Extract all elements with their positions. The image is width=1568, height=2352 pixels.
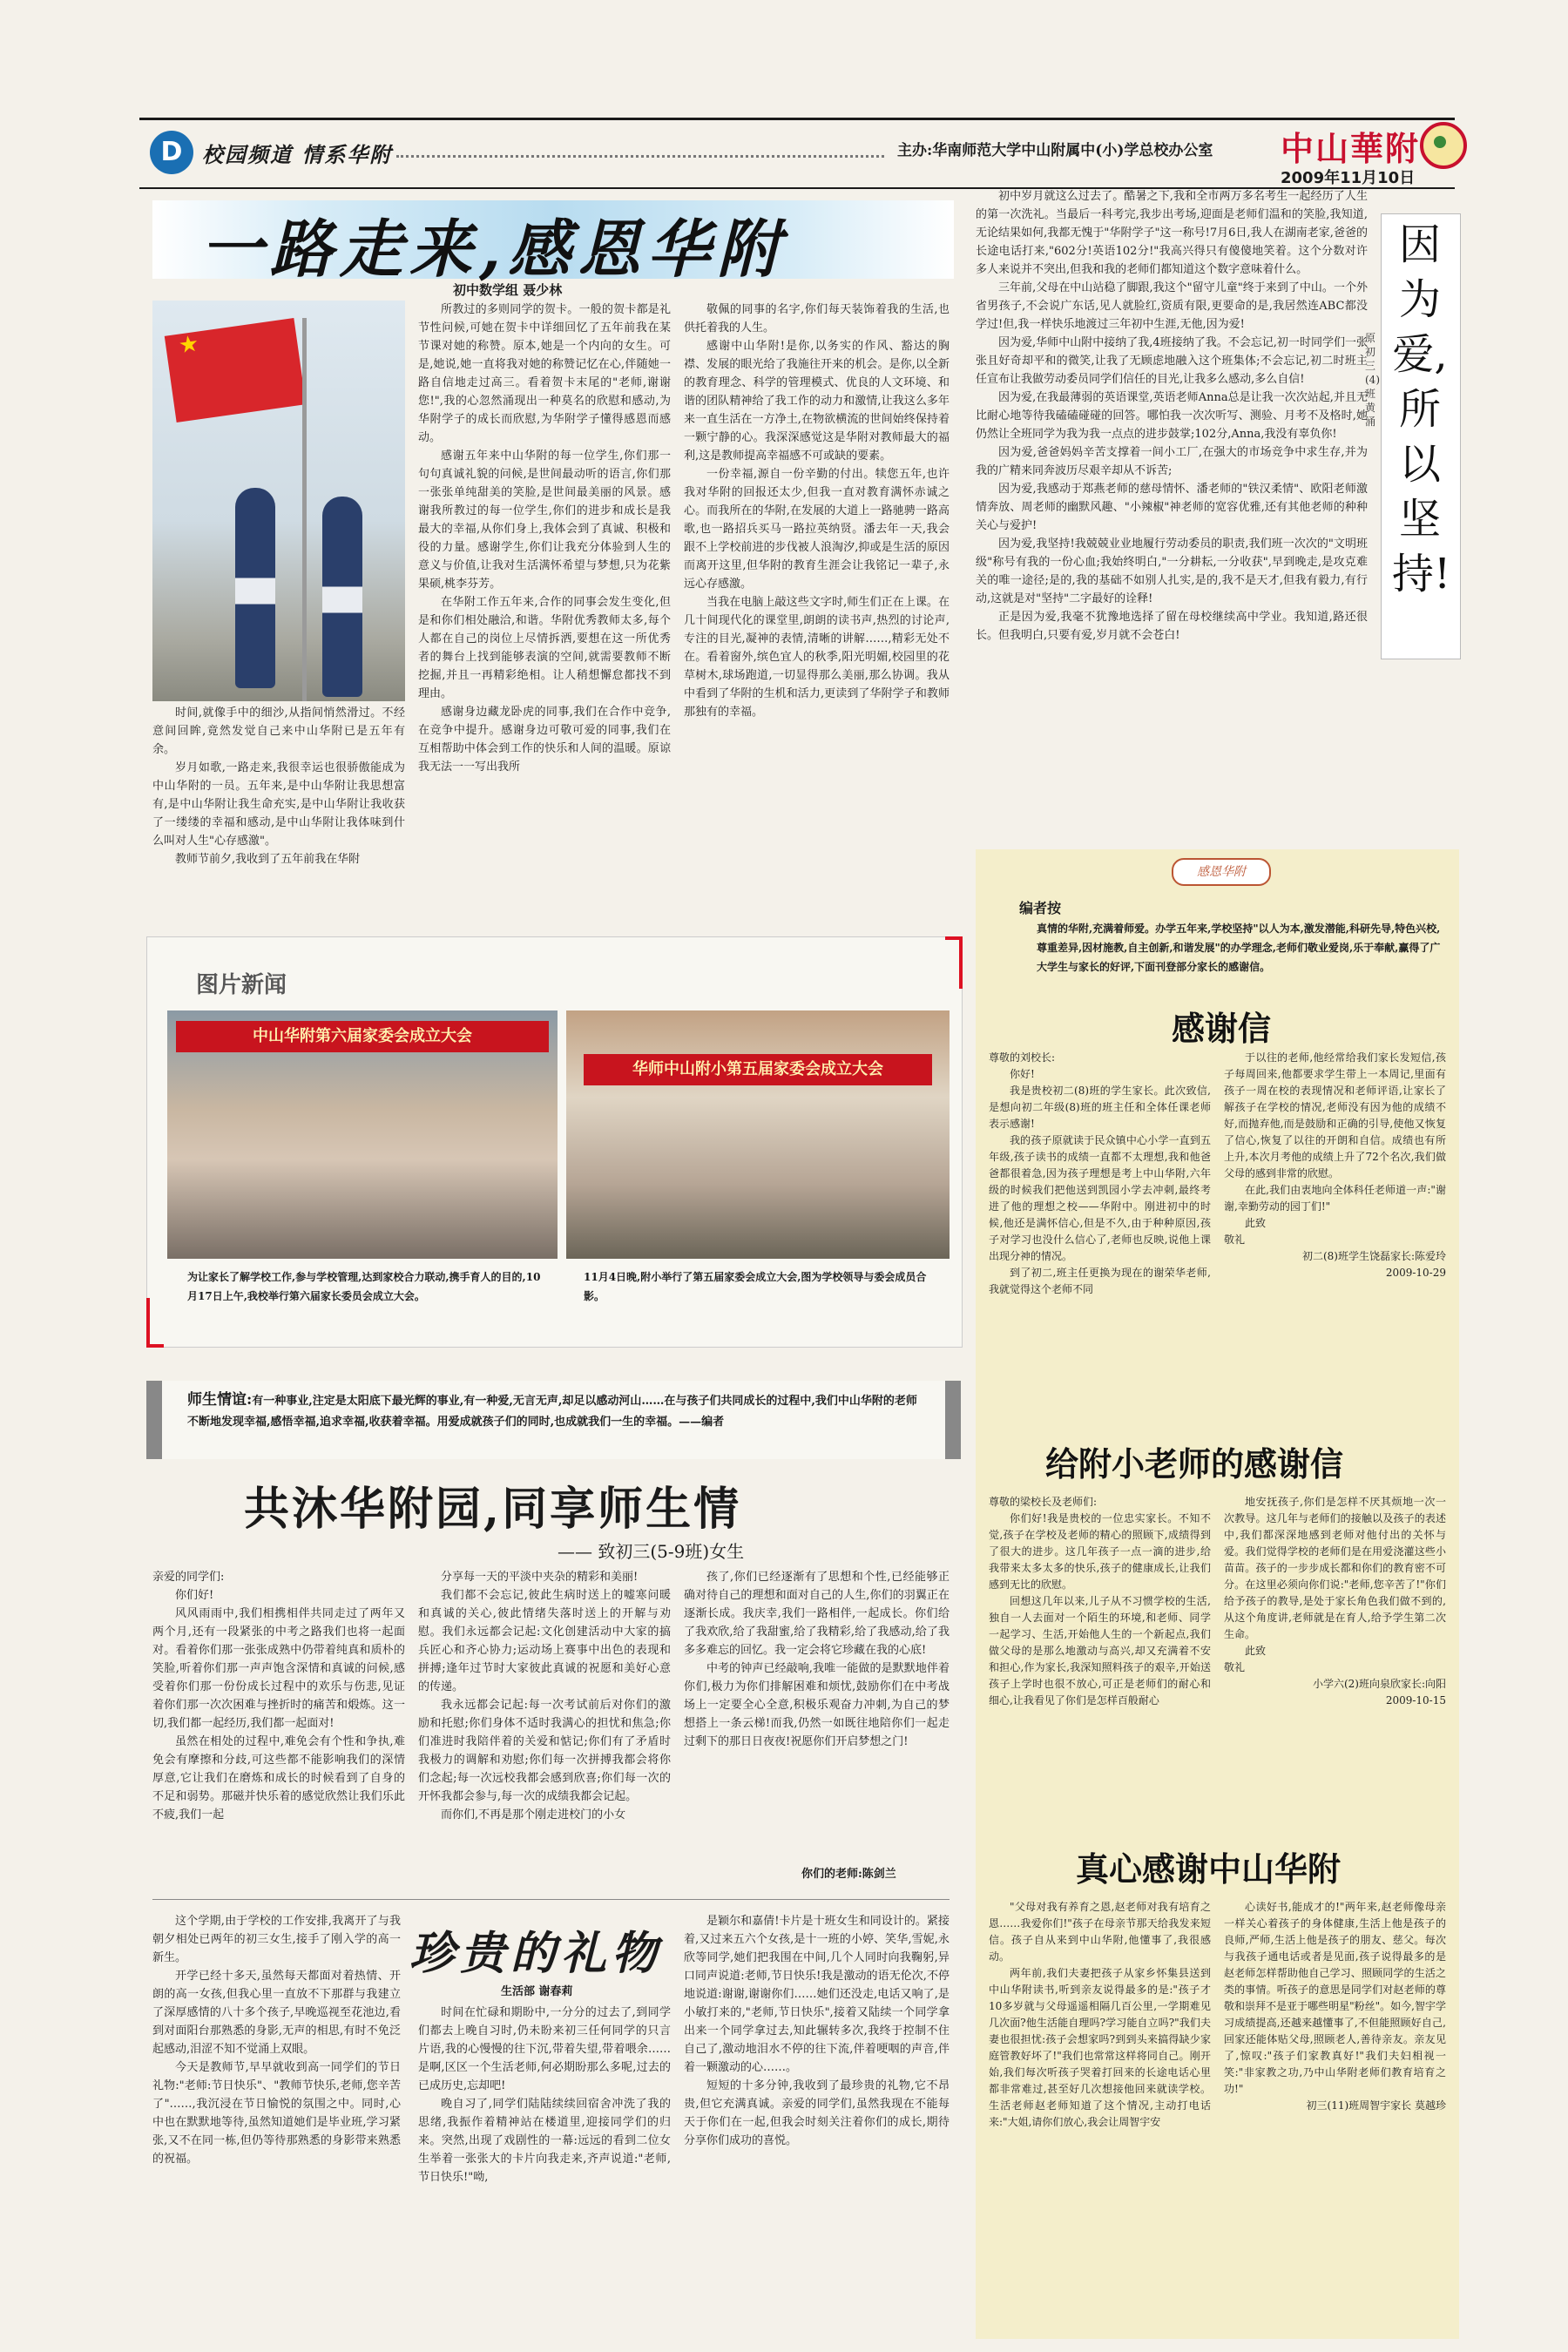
vertical-article-body: 初中岁月就这么过去了。酷暑之下,我和全市两万多名考生一起经历了人生的第一次洗礼。当最后一科考完,我步出考场,迎面是老师们温和的笑脸,我知道,无论结果如何,我都无愧于"华附学子"这一称号!7月6日,我人在湖南老家,爸爸的长途电话打来,"602分!英语102分!"我高兴得只有傻傻地笑着。这个分数对许多人来说并不突出,但我和我的老师们都知道这个数字意味着什么。 三年前,父母在中山站稳了脚跟,我这个"留守儿童"终于来到了中山。一个外省男孩子,不会说广东话,见人就脸红,资质有限,更要命的是,我居然连ABC都没学过!但,我一样快乐地渡过三年初中生涯,无他,因为爱! 因为爱,华师中山附中接纳了我,4班接纳了我。不会忘记,初一时同学们一张张且好奇却平和的微笑,让我了无顾虑地融入这个班集体;不会忘记,初二时班主任宣布让我做劳动委员同学们信任的目光,让我多么感动,多么自信! 因为爱,在我最薄弱的英语课堂,英语老师Anna总是让我一次次站起,并且无比耐心地等待我磕磕碰碰的回答。哪怕我一次次听写、测验、月考不及格时,她仍然让全班同学为我为我一点点的进步鼓掌;102分,Anna,我没有辜负你! 因为爱,爸爸妈妈辛苦支撑着一间小工厂,在强大的市场竞争中求生存,并为我的广精来同奔波历尽艰辛却从不诉苦; 因为爱,我感动于郑燕老师的慈母情怀、潘老师的"铁汉柔情"、欧阳老师激情奔放、周老师的幽默风趣、"小辣椒"神老师的宽容优雅,还有其他老师的种种关心与爱护! 因为爱,我坚持!我兢兢业业地履行劳动委员的职责,我们班一次次的"文明班级"称号有我的一份心血;我始终明白,"一分耕耘,一分收获",早到晚走,是攻克难关的唯一途径;是的,我的基础不如别人扎实,是的,我不是天才,但我有毅力,有行动,这就是对"坚持"二字最好的诠释! 正是因为爱,我毫不犹豫地选择了留在母校继续高中学业。我知道,路还很长。但我明白,只要有爱,岁月就不会苍白! [976, 190, 1368, 642]
article2-col-b: 分享每一天的平淡中夹杂的精彩和美丽! 我们都不会忘记,彼此生病时送上的嘘寒问暖和真诚的关心,彼此情绪失落时送上的开解与劝慰。我们永远都会记起:文化创建活动中大家的搞兵匠心和齐心协力;运动场上赛事中出色的表现和拼搏;逢年过节时大家彼此真诚的祝愿和美好心意的传递。 我永远都会记起:每一次考试前后对你们的激励和托慰;你们身体不适时我满心的担忧和焦急;你们准进时我陪伴着的关爱和惦记;你们有了矛盾时我极力的调解和劝慰;你们每一次拼搏我都会将你们念起;每一次远校我都会感到欣喜;你们每一次的开怀我都会参与,每一次的成绩我都会记起。 而你们,不再是那个刚走进校门的小女 [418, 1571, 671, 1821]
channel-title: 校园频道 情系华附 [202, 142, 393, 167]
vertical-author: 原初三(4)班 黄涌 [1365, 332, 1380, 428]
photo1-banner: 中山华附第六届家委会成立大会 [176, 1021, 549, 1052]
article1-col-a: 时间,就像手中的细沙,从指间悄然滑过。不经意间回眸,竟然发觉自己来中山华附已是五年有余。 岁月如歌,一路走来,我很幸运也很骄傲能成为中山华附的一员。五年来,是中山华附让我思想富有,是中山华附让我生命充实,是中山华附让我收获了一缕缕的幸福和感动,是中山华附让我体味到什么叫对人生"心存感激"。 教师节前夕,我收到了五年前我在华附 [152, 706, 405, 866]
sponsor-line [897, 138, 1213, 159]
sponsor-label: 主办: [897, 142, 933, 159]
image-news-title: 图片新闻 [196, 972, 287, 998]
article2-col-a: 亲爱的同学们: 你们好! 风风雨雨中,我们相携相伴共同走过了两年又两个月,还有一段紧张的中考之路我们也将一起面对。看着你们那一张张成熟中仍带着纯真和质朴的笑脸,听着你们那一声声饱含深情和真诚的问候,感受着你们那一份份成长过程中的欢乐与伤悲,见证着你们那一次次困难与挫折时的痛苦和煅炼。这一切,我们都一起经历,我们都一起面对! 虽然在相处的过程中,难免会有个性和争执,难免会有摩擦和分歧,可这些都不能影响我们的深情厚意,它让我们在磨炼和成长的时候看到了自身的不足和弱势。那磁并快乐着的感觉欣然让我们乐此不疲,我们一起 [152, 1571, 405, 1821]
letter3-col-a: "父母对我有养育之恩,赵老师对我有培育之恩……我爱你们!"孩子在母亲节那天给我发来短信。孩子自从来到中山华附,他懂事了,我很感动。 两年前,我们夫妻把孩子从家乡怀集县送到中山华附读书,听到亲友说得最多的是:"孩子才10多岁就与父母遥遥相隔几百公里,一学期难见几次面?他生活能自理吗?学习能自立吗?"我们夫妻也很担忧:孩子会想家吗?到到头来搞得缺少家庭管教好坏了!"我们也常常这样将同自己。刚开始,我们每次听孩子哭着打回来的长途电话心里都非常难过,甚至好几次想接他回来就读学校。生活老师赵老师知道了这个情况,主动打电话来:"大姐,请你们放心,我会让周智宇安 [989, 1901, 1211, 2128]
letter3-col-b: 心读好书,能成才的!"两年来,赵老师像母亲一样关心着孩子的身体健康,生活上他是孩子的良师,严师,生活上他是孩子的朋友、慈父。每次与我孩子通电话或者是见面,孩子说得最多的是赵老师怎样帮助他自己学习、照顾同学的生活之类的事情。听孩子的意思是同学们对赵老师的尊敬和崇拜不是亚于哪些明星"粉丝"。如今,智宇学习成绩提高,还越来越懂事了,不但能照顾好自己,回家还能体贴父母,照顾老人,善待亲友。亲友见了,惊叹:"孩子们家教真好!"我们夫妇相视一笑:"非家教之功,乃中山华附老师们教育培育之功!" 初三(11)班周智宇家长 莫越珍 [1224, 1901, 1446, 2112]
photo2-banner: 华师中山附小第五届家委会成立大会 [584, 1054, 932, 1085]
article2-col-c: 孩了,你们已经逐渐有了思想和个性,已经能够正确对待自己的理想和面对自己的人生,你们的羽翼正在逐渐长成。我庆幸,我们一路相伴,一起成长。你们给了我欢欣,给了我甜蜜,给了我精彩,给了我感动,给了我多多难忘的回忆。我一定会将它珍藏在我的心底! 中考的钟声已经敲响,我唯一能做的是默默地伴着你们,极力为你们排解困难和烦忧,鼓励你们在中考战场上一定要全心全意,积极乐观奋力冲刺,为自己的梦想搭上一条云梯!而我,仍然一如既往地陪你们一起走过剩下的那日日夜夜!祝愿你们开启梦想之门! [684, 1571, 950, 1748]
vertical-title: 因为爱,所以坚持! [1392, 220, 1451, 598]
quote-label: 师生情谊: [187, 1391, 253, 1409]
photo1-caption: 为让家长了解学校工作,参与学校管理,达到家校合力联动,携手育人的目的,10月17日上午,我校举行第六届家长委员会成立大会。 [187, 1271, 541, 1302]
student-figure [235, 488, 275, 688]
letter2-col-a: 尊敬的梁校长及老师们: 你们好!我是贵校的一位忠实家长。不知不觉,孩子在学校及老师的精心的照顾下,成绩得到了很大的进步。这几年孩子一点一滴的进步,给我带来太多太多的快乐,孩子的健康成长,让我们感到无比的欣慰。 回想这几年以来,儿子从不习惯学校的生活,独自一人去面对一个陌生的环境,和老师、同学一起学习、生活,开始他人生的一个新起点,我们做父母的是那么地激动与高兴,却又充满着不安和担心,作为家长,我深知照料孩子的艰辛,开始送孩子上学时也很不放心,可正是老师们的耐心和细心,让我看见了你们是怎样百般耐心 [989, 1496, 1211, 1707]
letter3-title: 真心感谢中山华附 [1076, 1849, 1342, 1889]
page-letter-badge: D [150, 131, 193, 174]
quote-text [187, 1389, 928, 1433]
meeting-photo-1 [167, 1010, 558, 1259]
article3-byline: 生活部 谢春莉 [501, 1985, 573, 1998]
meeting-photo-2 [566, 1010, 950, 1259]
editor-note: 真情的华附,充满着师爱。办学五年来,学校坚持"以人为本,激发潜能,科研先导,特色兴校,尊重差异,因材施教,自主创新,和谐发展"的办学理念,老师们敬业爱岗,乐于奉献,赢得了广大学生与家长的好评,下面刊登部分家长的感谢信。 [1037, 923, 1441, 973]
photo2-caption: 11月4日晚,附小举行了第五届家委会成立大会,图为学校领导与委会成员合影。 [584, 1271, 927, 1302]
letter2-col-b: 地安抚孩子,你们是怎样不厌其烦地一次一次教导。这几年与老师们的接触以及孩子的表述中,我们都深深地感到老师对他付出的关怀与爱。我们觉得学校的老师们是在用爱浇灌这些小苗苗。孩子的一步步成长都和你们的教育密不可分。在这里必须向你们说:"老师,您辛苦了!"你们给予孩子的教导,是处于家长角色我们做不到的,从这个角度讲,老师就是在育人,给予学生第二次生命。 此致 敬礼 小学六(2)班向泉欣家长:向阳 2009-10-15 [1224, 1496, 1446, 1707]
flagpole [302, 318, 307, 701]
sponsor-name: 华南师范大学中山附属中(小)学总校办公室 [932, 142, 1213, 159]
header-top-rule [139, 118, 1455, 120]
letter1-title: 感谢信 [1172, 1009, 1272, 1048]
flag-raising-photo [152, 301, 405, 701]
letter1-col-a: 尊敬的刘校长: 你好! 我是贵校初二(8)班的学生家长。此次致信,是想向初二年级(8)班的班主任和全体任课老师表示感谢! 我的孩子原就读于民众镇中心小学一直到五年级,孩子读书的成绩一直都不太理想,我和他爸爸都很着急,因为孩子理想是考上中山华附,六年级的时候我们把他送到凯园小学去冲刺,最终考进了他的理想之校——华附中。刚进初中的时候,他还是满怀信心,但是不久,由于种种原因,孩子对学习也没什么信心了,老师也反映,说他上课出现分神的情况。 到了初二,班主任更换为现在的谢荣华老师,我就觉得这个老师不同 [989, 1051, 1211, 1295]
article1-byline: 初中数学组 聂少林 [453, 282, 563, 298]
article1-col-b: 所教过的多则同学的贺卡。一般的贺卡都是礼节性问候,可她在贺卡中详细回忆了五年前我在某节课对她的称赞。原本,她是一个内向的女生。可是,她说,她一直将我对她的称赞记忆在心,伴随她一路自信地走过高三。看着贺卡末尾的"老师,谢谢您!",我的心忽然涌现出一种莫名的欣慰和感动,为华附学子的成长而欣慰,为华附学子懂得感恩而感动。 感谢五年来中山华附的每一位学生,你们那一句句真诚礼貌的问候,是世间最动听的语言,你们那一张张单纯甜美的笑脸,是世间最美丽的风景。感谢我所教过的每一位学生,你们的进步和成长是我最大的幸福,从你们身上,我体会到了真诚、积极和役的力量。感谢学生,你们让我充分体验到人生的意义与价值,让我对生活满怀希望与梦想,只为花紫果硕,桃李芬芳。 在华附工作五年来,合作的同事会发生变化,但是和你们相处融洽,和谐。华附优秀教师太多,每个人都在自己的岗位上尽情拆洒,要想在这一所优秀者的舞台上找到能够表演的空间,就需要教师不断挖掘,并且一再精彩绝相。让人稍想懈怠都找不到理由。 感谢身边藏龙卧虎的同事,我们在合作中竞争,在竞争中提升。感谢身边可敬可爱的同事,我们在互相帮助中体会到工作的快乐和人间的温暖。原谅我无法一一写出我所 [418, 303, 671, 774]
header-dotted-rule [396, 155, 884, 158]
star-icon: ★ [177, 330, 201, 360]
quote-body: 有一种事业,注定是太阳底下最光辉的事业,有一种爱,无言无声,却足以感动河山……在与孩子们共同成长的过程中,我们中山华附的老师不断地发现幸福,感悟幸福,追求幸福,收获着幸福。用爱成就孩子们的同时,也成就我们一生的幸福。——编者 [187, 1395, 917, 1429]
paper-logo: 中山華附 [1281, 129, 1421, 168]
issue-date: 2009年11月10日 [1281, 169, 1416, 187]
section-divider [152, 1899, 950, 1900]
article1-title: 一路走来,感恩华附 [200, 212, 787, 286]
thanks-badge: 感恩华附 [1172, 858, 1271, 886]
article3-col-a: 这个学期,由于学校的工作安排,我离开了与我朝夕相处已两年的初三女生,接手了刚入学的高一新生。 开学已经十多天,虽然每天都面对着热情、开朗的高一女孩,但我心里一直放不下那群与我建立了深厚感情的八十多个孩子,早晚巡视至花池边,看到对面阳台那熟悉的身影,无声的相思,有时不免泛起感动,泪涩不知不觉涌上双眼。 今天是教师节,早早就收到高一同学们的节日礼物:"老师:节日快乐"、"教师节快乐,老师,您辛苦了"……,我沉浸在节日愉悦的氛围之中。同时,心中也在默默地等待,虽然知道她们是毕业班,学习紧张,又不在同一栋,但仍等待那熟悉的身影带来熟悉的祝福。 [152, 1915, 401, 2166]
article3-title: 珍贵的礼物 [409, 1927, 663, 1980]
article2-subtitle: —— 致初三(5-9班)女生 [558, 1541, 745, 1562]
corner-mark [959, 936, 963, 989]
corner-mark [146, 1298, 150, 1348]
school-emblem-icon [1420, 122, 1467, 169]
article2-signature: 你们的老师:陈剑兰 [801, 1868, 896, 1881]
letter2-title: 给附小老师的感谢信 [1045, 1444, 1344, 1484]
quote-bar-right [945, 1381, 961, 1459]
article3-col-b: 时间在忙碌和期盼中,一分分的过去了,到同学们都去上晚自习时,仍未盼来初三任何同学的只言片语,我的心慢慢的往下沉,带着失望,带着喂余……是啊,区区一个生活老师,何必期盼那么多呢,过去的已成历史,忘却吧! 晚自习了,同学们陆陆续续回宿舍冲洗了我的思绪,我振作着精神站在楼道里,迎接同学们的归来。突然,出现了戏剧性的一幕:远远的看到二位女生举着一张张大的卡片向我走来,齐声说道:"老师,节日快乐!"呦, [418, 2006, 671, 2184]
article1-col-c: 敬佩的同事的名字,你们每天装饰着我的生活,也供托着我的人生。 感谢中山华附!是你,以务实的作风、豁达的胸襟、发展的眼光给了我施往开来的机会。是你,以全新的教育理念、科学的管理模式、优良的人文环境、和谐的团队精神给了我工作的动力和激情,让我这么多年来一直生活在一方净土,在物欲横流的世间始终保持着一颗宁静的心。我深深感觉这是华附对教师最大的福利,这是教师提高幸福感不可或缺的要素。 一份幸福,源自一份辛勤的付出。犊您五年,也许我对华附的回报还太少,但我一直对教育满怀赤诚之心。而我所在的华附,在发展的大道上一路驰骋一路高歌,也一路招兵买马一路拉英纳贤。潘去年一天,我会跟不上学校前进的步伐被人浪淘汐,抑或是生活的原因而离开这里,但华附的教育生涯会让我铭记一辈子,永远心存感激。 当我在电脑上敲这些文字时,师生们正在上课。在几十间现代化的课堂里,朗朗的读书声,热烈的讨论声,专注的目光,凝神的表情,清晰的讲解……,精彩无处不在。看着窗外,缤色宜人的秋季,阳光明媚,校园里的花草树木,球场跑道,一切显得那么美丽,那么协调。我从中看到了华附的生机和活力,更读到了华附学子和教师那独有的幸福。 [684, 303, 950, 719]
article3-col-c: 是颖尔和嘉倩!卡片是十班女生和同设计的。紧接着,又过来五六个女孩,是十一班的小婷、笑华,雪妮,永欣等同学,她们把我围在中间,几个人同时向我鞠躬,异口同声说道:老师,节日快乐!我是激动的语无伦次,不停地说道:谢谢,谢谢你们……她们还没走,电话又响了,是小敏打来的,"老师,节日快乐",接着又陆续一个同学拿出来一个同学拿过去,知此辗转多次,我终于控制不住自己了,激动地泪水不停的往下流,伴着哽咽的声音,伴着一颗激动的心……。 短短的十多分钟,我收到了最珍贵的礼物,它不昂贵,但它充满真诚。亲爱的同学们,虽然我现在不能每天于你们在一起,但我会时刻关注着你们的成长,期待分享你们成功的喜悦。 [684, 1915, 950, 2147]
letter1-col-b: 于以往的老师,他经常给我们家长发短信,孩子每周回来,他都要求学生带上一本周记,里面有孩子一周在校的表现情况和老师评语,让家长了解孩子在学校的情况,老师没有因为他的成绩不好,而抛弃他,而是鼓励和正确的引导,使他又恢复了信心,恢复了以往的开朗和自信。成绩也有所上升,本次月考他的成绩上升了72个名次,我们做父母的感到非常的欣慰。 在此,我们由衷地向全体科任老师道一声:"谢谢,幸勤劳动的园丁们!" 此致 敬礼 初二(8)班学生饶磊家长:陈爱玲 2009-10-29 [1224, 1051, 1446, 1279]
article2-title: 共沐华附园,同享师生情 [244, 1483, 742, 1536]
quote-bar-left [146, 1381, 162, 1459]
student-figure [322, 497, 362, 697]
editor-label: 编者按 [1019, 900, 1062, 916]
